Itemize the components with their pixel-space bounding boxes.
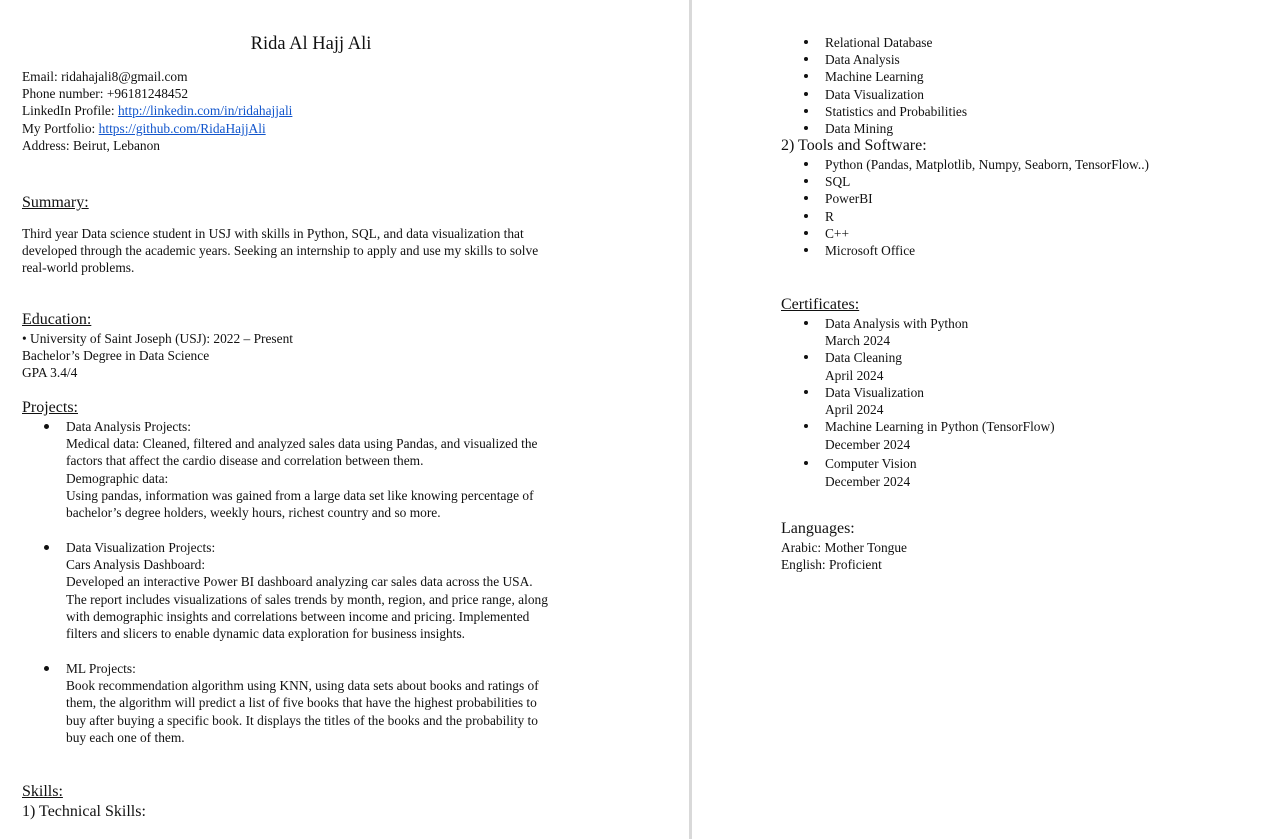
summary-heading: Summary: — [22, 194, 89, 211]
summary-line: developed through the academic years. Seeking an internship to apply and use my skills to solve — [22, 243, 539, 259]
bullet-icon — [804, 321, 808, 325]
bullet-icon — [804, 126, 808, 130]
certificate-date: April 2024 — [825, 401, 884, 417]
portfolio-label: My Portfolio: — [22, 120, 96, 136]
project-line: factors that affect the cardio disease and correlation between them. — [66, 453, 424, 469]
bullet-icon — [804, 424, 808, 428]
contact-portfolio-line — [22, 120, 292, 137]
certificate-date: March 2024 — [825, 333, 891, 349]
summary-line: Third year Data science student in USJ with skills in Python, SQL, and data visualization that — [22, 226, 524, 241]
certificate-title: Data Visualization — [825, 384, 924, 400]
certificate-title: Machine Learning in Python (TensorFlow) — [825, 419, 1055, 435]
bullet-icon — [804, 40, 808, 44]
language-item: Arabic: Mother Tongue — [781, 540, 907, 555]
certificate-date: December 2024 — [825, 437, 911, 453]
project-line: Demographic data: — [66, 470, 169, 486]
education-gpa: GPA 3.4/4 — [22, 365, 78, 381]
project-body — [66, 539, 626, 642]
contact-address-line — [22, 137, 292, 154]
bullet-icon — [804, 214, 808, 218]
summary-text — [22, 225, 612, 277]
contact-linkedin-line — [22, 102, 292, 119]
bullet-icon — [804, 57, 808, 61]
bullet-icon — [804, 162, 808, 166]
project-title: ML Projects: — [66, 661, 136, 676]
project-title: Data Analysis Projects: — [66, 419, 191, 434]
bullet-icon — [804, 231, 808, 235]
bullet-icon — [804, 179, 808, 183]
bullet-icon — [44, 424, 49, 429]
project-line: The report includes visualizations of sales trends by month, region, and price range, along — [66, 591, 548, 607]
tool-label: R — [825, 208, 834, 224]
bullet-icon — [44, 545, 49, 550]
bullet-icon — [44, 666, 49, 671]
bullet-icon — [804, 196, 808, 200]
skill-label: Relational Database — [825, 35, 933, 50]
bullet-icon — [804, 92, 808, 96]
project-line: buy each one of them. — [66, 729, 185, 745]
bullet-icon — [804, 248, 808, 252]
project-body — [66, 660, 626, 746]
bullet-icon — [804, 109, 808, 113]
skill-label: Machine Learning — [825, 69, 924, 85]
tool-label: Python (Pandas, Matplotlib, Numpy, Seaborn, TensorFlow..) — [825, 157, 1150, 172]
languages-heading: Languages: — [781, 520, 855, 537]
certificate-title: Data Cleaning — [825, 350, 902, 366]
project-line: buy after buying a specific book. It displays the titles of the books and the probability to — [66, 712, 538, 728]
tool-label: Microsoft Office — [825, 242, 916, 258]
language-item: English: Proficient — [781, 557, 882, 573]
bullet-icon — [804, 461, 808, 465]
education-heading: Education: — [22, 311, 92, 328]
bullet-icon — [804, 355, 808, 359]
project-line: Developed an interactive Power BI dashboard analyzing car sales data across the USA. — [66, 574, 533, 590]
education-degree: Bachelor’s Degree in Data Science — [22, 348, 210, 364]
skill-label: Data Analysis — [825, 52, 900, 68]
certificate-title: Data Analysis with Python — [825, 316, 969, 331]
address-label: Address: — [22, 137, 70, 153]
tool-label: SQL — [825, 174, 851, 190]
phone-value: +96181248452 — [106, 86, 189, 102]
skills-heading: Skills: — [22, 783, 63, 800]
skill-label: Data Visualization — [825, 86, 924, 102]
technical-skills-heading: 1) Technical Skills: — [22, 803, 146, 820]
contact-email-line — [22, 68, 292, 85]
email-value: ridahajali8@gmail.com — [61, 69, 188, 84]
project-line: Using pandas, information was gained from a large data set like knowing percentage of — [66, 487, 534, 503]
certificate-date: December 2024 — [825, 474, 911, 490]
skill-label: Data Mining — [825, 120, 894, 136]
linkedin-link[interactable]: http://linkedin.com/in/ridahajjali — [117, 103, 293, 119]
tool-label: C++ — [825, 225, 850, 241]
project-line: Medical data: Cleaned, filtered and analyzed sales data using Pandas, and visualized the — [66, 436, 538, 452]
project-line: Cars Analysis Dashboard: — [66, 557, 206, 573]
skill-label: Statistics and Probabilities — [825, 103, 968, 119]
project-line: with demographic insights and correlations between income and pricing. Implemented — [66, 608, 530, 624]
projects-heading: Projects: — [22, 399, 78, 416]
linkedin-label: LinkedIn Profile: — [22, 103, 115, 119]
certificates-heading: Certificates: — [781, 296, 860, 313]
certificate-date: April 2024 — [825, 367, 884, 383]
contact-phone-line — [22, 85, 292, 102]
project-title: Data Visualization Projects: — [66, 540, 216, 555]
contact-block — [22, 68, 292, 154]
tool-label: PowerBI — [825, 191, 873, 207]
project-line: bachelor’s degree holders, weekly hours, richest country and so more. — [66, 505, 441, 521]
education-institution: • University of Saint Joseph (USJ): 2022 – Present — [22, 331, 293, 346]
certificate-title: Computer Vision — [825, 456, 917, 472]
bullet-icon — [804, 390, 808, 394]
bullet-icon — [804, 74, 808, 78]
address-value: Beirut, Lebanon — [72, 137, 160, 153]
project-body — [66, 418, 626, 521]
email-label: Email: — [22, 69, 58, 84]
portfolio-link[interactable]: https://github.com/RidaHajjAli — [98, 120, 266, 136]
resume-page-right — [692, 0, 1280, 839]
summary-line: real-world problems. — [22, 260, 135, 276]
languages-list — [781, 539, 907, 573]
phone-label: Phone number: — [22, 86, 104, 102]
tools-heading: 2) Tools and Software: — [781, 137, 927, 154]
education-block — [22, 330, 293, 382]
project-line: Book recommendation algorithm using KNN, using data sets about books and ratings of — [66, 678, 539, 694]
project-line: filters and slicers to enable dynamic data exploration for business insights. — [66, 626, 466, 642]
project-line: them, the algorithm will predict a list of five books that have the highest probabilities to — [66, 695, 537, 711]
resume-name: Rida Al Hajj Ali — [250, 34, 372, 54]
